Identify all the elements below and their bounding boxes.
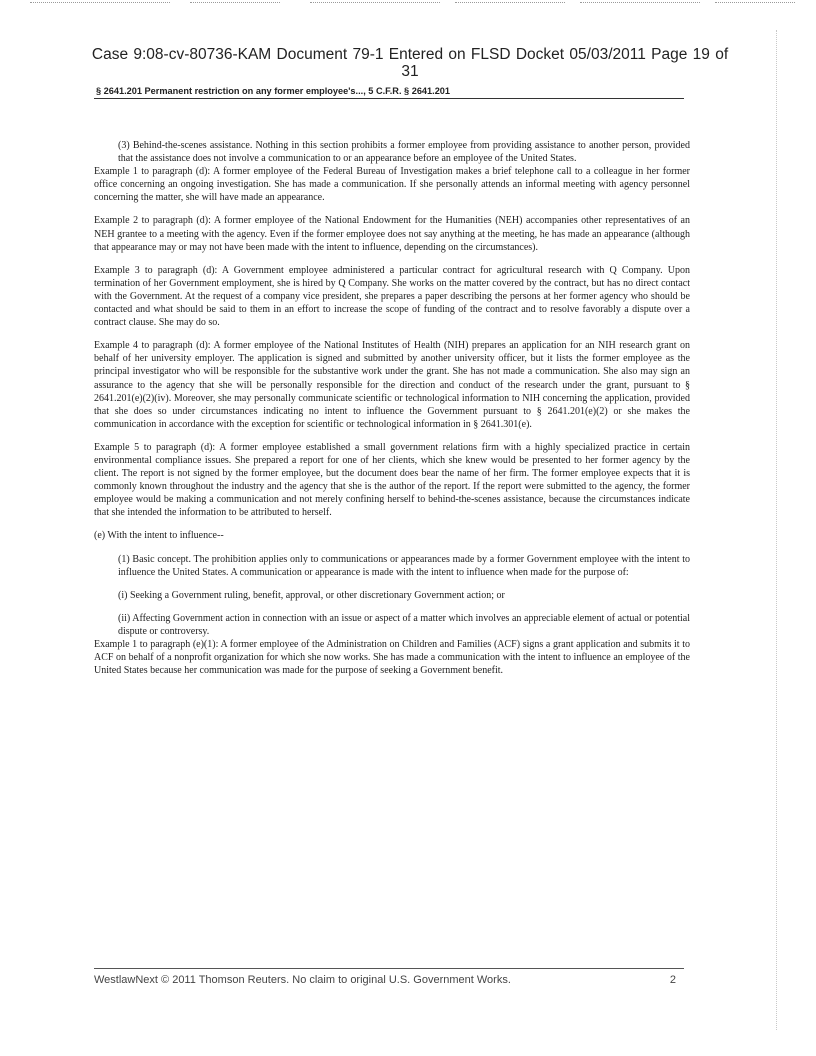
- page-footer: [94, 974, 684, 986]
- scan-edge: [776, 30, 778, 1030]
- paragraph-example-5-d: Example 5 to paragraph (d): A former employee established a small government relations firm with a highly specialized practice in certain environmental compliance issues. She prepared a report for one of her clients, which she knew would be presented to her former agency by the client. The report is not signed by the former employee, but the document does bear the name of her firm. The former employee expects that it is commonly known throughout the industry and the agency that she is the author of the report. If the report were submitted to the agency, the former employee would be making a communication and not merely confining herself to behind-the-scenes assistance, because the circumstances indicate that she intended the information to be attributed to herself.: [94, 441, 690, 519]
- paragraph-example-1-e1: Example 1 to paragraph (e)(1): A former employee of the Administration on Children and Families (ACF) signs a grant application and submits it to ACF on behalf of a nonprofit organization for which she now works. She has made a communication with the intent to influence an employee of the United States because her communication was made for the purpose of seeking a Government benefit.: [94, 639, 690, 677]
- paragraph-item-i: (i) Seeking a Government ruling, benefit, approval, or other discretionary Government action; or: [118, 589, 505, 601]
- scan-mark: [30, 2, 170, 5]
- scan-mark: [715, 2, 795, 5]
- case-line-continued: 31: [401, 63, 419, 80]
- paragraph-intent-heading: (e) With the intent to influence--: [94, 530, 224, 542]
- page-number: 2: [669, 974, 676, 986]
- document-body: [94, 139, 690, 677]
- footer-copyright: WestlawNext © 2011 Thomson Reuters. No claim to original U.S. Government Works.: [94, 974, 511, 986]
- paragraph-behind-the-scenes: (3) Behind-the-scenes assistance. Nothing in this section prohibits a former employee from providing assistance to another person, provided that the assistance does not involve a communication to or an appearance before an employee of the United States.: [118, 140, 690, 165]
- scan-mark: [455, 2, 565, 5]
- paragraph-example-2-d: Example 2 to paragraph (d): A former employee of the National Endowment for the Humanities (NEH) accompanies other representatives of an NEH grantee to a meeting with the agency. Even if the former employee does not say anything at the meeting, he has made an appearance (although that appearance may or may not have been made with the intent to influence, depending on the circumstances).: [94, 215, 690, 253]
- case-line: Case 9:08-cv-80736-KAM Document 79-1 Entered on FLSD Docket 05/03/2011 Page 19 of: [91, 46, 729, 63]
- paragraph-example-1-d: Example 1 to paragraph (d): A former employee of the Federal Bureau of Investigation makes a brief telephone call to a colleague in her former office concerning an ongoing investigation. She has made a communication. If she personally attends an informal meeting with agency personnel concerning the matter, she will have made an appearance.: [94, 166, 690, 204]
- footer-rule: [94, 968, 684, 969]
- paragraph-example-3-d: Example 3 to paragraph (d): A Government employee administered a particular contract for agricultural research with Q Company. Upon termination of her Government employment, she is hired by Q Company. She works on the matter covered by the contract, but has no direct contact with the Government. At the request of a company vice president, she prepares a paper describing the persons at her former agency who should be contacted and what should be said to them in an effort to increase the scope of funding of the contract and to resolve favorably a dispute over a contract clause. She may do so.: [94, 264, 690, 329]
- case-header: [70, 46, 750, 80]
- paragraph-example-4-d: Example 4 to paragraph (d): A former employee of the National Institutes of Health (NIH) prepares an application for an NIH research grant on behalf of her university employer. The application is signed and submitted by another university officer, but it lists the former employee as the principal investigator who will be responsible for the substantive work under the grant. She has not made a communication. She also may sign an assurance to the agency that she will be personally responsible for the direction and conduct of the research under the grant, pursuant to § 2641.201(e)(2)(iv). Moreover, she may personally communicate scientific or technological information to NIH concerning the application, provided that she does so under circumstances indicating no intent to influence the Government pursuant to § 2641.201(e)(2) or she makes the communication in accordance with the exception for scientific or technological information in § 2641.301(e).: [94, 340, 690, 430]
- scan-mark: [190, 2, 280, 5]
- paragraph-item-ii: (ii) Affecting Government action in connection with an issue or aspect of a matter which involves an appreciable element of actual or potential dispute or controversy.: [118, 612, 690, 637]
- paragraph-basic-concept: (1) Basic concept. The prohibition applies only to communications or appearances made by a former Government employee with the intent to influence the United States. A communication or appearance is made with the intent to influence when made for the purpose of:: [118, 553, 690, 578]
- citation-title: § 2641.201 Permanent restriction on any former employee's..., 5 C.F.R. § 2641.201: [96, 86, 451, 96]
- scan-artifact: [0, 0, 816, 8]
- scan-mark: [580, 2, 700, 5]
- scan-mark: [310, 2, 440, 5]
- header-rule: [94, 98, 684, 99]
